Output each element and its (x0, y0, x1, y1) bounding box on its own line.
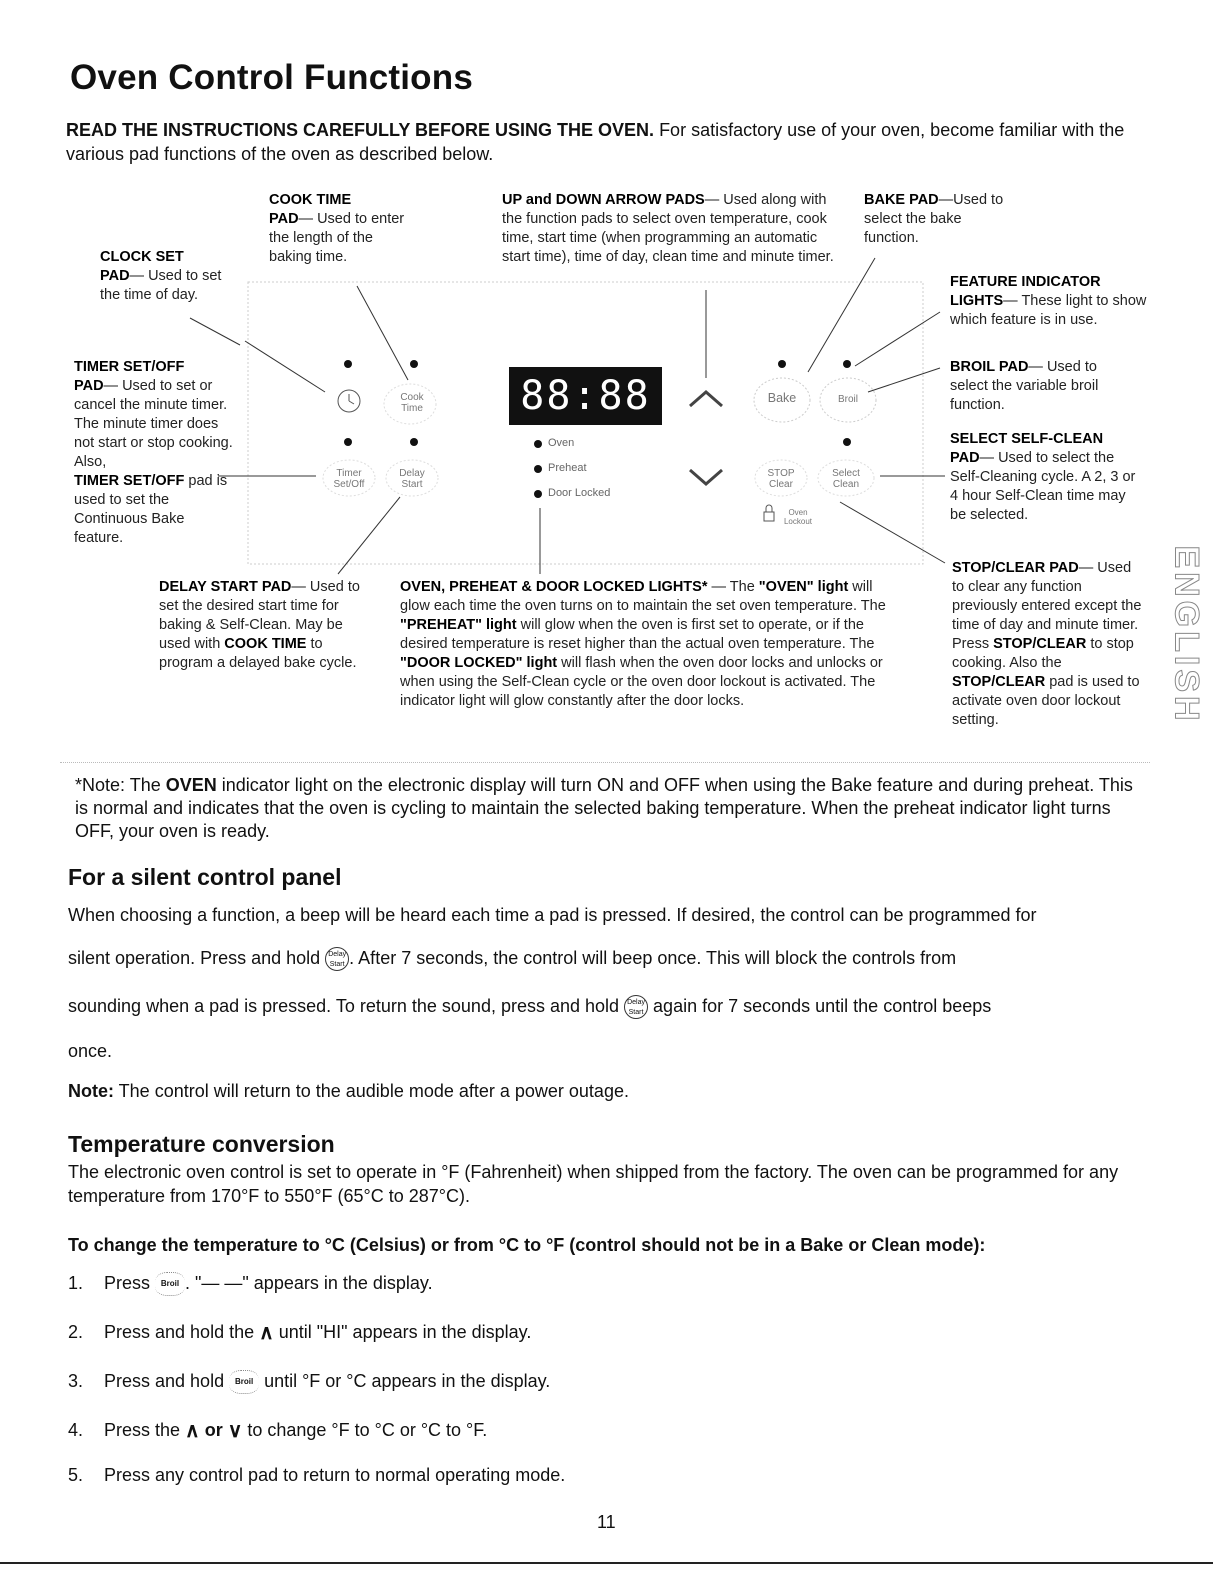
indicator-dot (410, 438, 418, 446)
preheat-light-dot (534, 465, 542, 473)
step-4: 4. Press the ∧ or ∨ to change °F to °C or °C to °F. (68, 1420, 488, 1443)
page-number: 11 (597, 1512, 616, 1532)
timer-set-off-pad[interactable]: Timer Set/Off (333, 468, 365, 490)
lock-icon (764, 512, 774, 521)
oven-light-label: Oven (548, 437, 575, 449)
broil-icon: Broil (155, 1272, 185, 1296)
down-arrow-icon: ∨ (227, 1420, 243, 1443)
door-locked-light-label: Door Locked (548, 487, 611, 499)
language-side-tab: ENGLISH (1167, 545, 1206, 725)
temperature-body: The electronic oven control is set to operate in °F (Fahrenheit) when shipped from the factory. The oven can be programmed for any temperature from 170°F to 550°F (65°C to 287°C). (68, 1162, 1119, 1206)
indicator-dot (410, 360, 418, 368)
door-locked-light-dot (534, 490, 542, 498)
divider (60, 762, 1150, 763)
clock-set-callout: CLOCK SET PAD— Used to set the time of day. (100, 249, 222, 303)
broil-pad-callout: BROIL PAD— Used to select the variable broil function. (950, 359, 1099, 413)
select-self-clean-callout: SELECT SELF-CLEAN PAD— Used to select the Self-Cleaning cycle. A 2, 3 or 4 hour Self-Clean time may be selected. (950, 431, 1136, 523)
step-1: 1. Press Broil . "— —" appears in the display. (68, 1271, 433, 1296)
indicator-dot (344, 360, 352, 368)
silent-line-3: sounding when a pad is pressed. To return the sound, press and hold Delay Start again for 7 seconds until the control beeps (68, 994, 1168, 1019)
broil-icon: Broil (229, 1370, 259, 1394)
silent-line-2: silent operation. Press and hold Delay Start . After 7 seconds, the control will beep once. This will block the controls from (68, 946, 1168, 971)
bake-pad[interactable]: Bake (767, 391, 797, 405)
up-arrow-icon: ∧ (185, 1420, 200, 1443)
stop-clear-pad[interactable]: STOP Clear (767, 468, 795, 490)
indicator-dot (843, 360, 851, 368)
broil-pad[interactable]: Broil (837, 394, 858, 405)
timer-set-off-callout: TIMER SET/OFF PAD— Used to set or cancel the minute timer. The minute timer does not start or stop cooking. Also, TIMER SET/OFF pad is used to set the Continuous Bake feature. (74, 359, 233, 546)
oven-preheat-door-lights-callout: OVEN, PREHEAT & DOOR LOCKED LIGHTS* — The "OVEN" light will glow each time the oven turns on to maintain the set oven temperature. The "PREHEAT" light will glow when the oven is first set to operate, or if the desired temperature is reset higher than the actual oven temperature. The "DOOR LOCKED" light will flash when the oven door locks and unlocks or when using the Self-Clean cycle or the oven door lockout is activated. The indicator light will glow constantly after the door locks. (400, 579, 886, 709)
silent-line-4: once. (68, 1041, 113, 1061)
temperature-heading: Temperature conversion (68, 1131, 335, 1157)
lcd-display: 88:88 (509, 367, 662, 425)
select-clean-pad[interactable]: Select Clean (832, 468, 860, 490)
cook-time-pad[interactable]: Cook Time (400, 392, 424, 414)
bottom-rule (0, 1562, 1213, 1564)
delay-start-icon: Delay Start (325, 947, 349, 971)
stop-clear-callout: STOP/CLEAR PAD— Used to clear any function previously entered except the time of day and minute timer. Press STOP/CLEAR to stop cooking. Also the STOP/CLEAR pad is used to activate oven door lockout setting. (952, 560, 1142, 728)
preheat-light-label: Preheat (548, 462, 587, 474)
intro-bold: READ THE INSTRUCTIONS CAREFULLY BEFORE USING THE OVEN. (66, 120, 655, 140)
step-5: 5. Press any control pad to return to normal operating mode. (68, 1465, 566, 1485)
intro-text: For satisfactory use of your oven, become familiar with the various pad functions of the oven as described below. (66, 120, 1125, 164)
step-2: 2. Press and hold the ∧ until "HI" appears in the display. (68, 1322, 532, 1345)
delay-start-icon: Delay Start (624, 995, 648, 1019)
indicator-dot (778, 360, 786, 368)
silent-line-1: When choosing a function, a beep will be heard each time a pad is pressed. If desired, the control can be programmed for (68, 905, 1037, 925)
page-title: Oven Control Functions (70, 58, 474, 97)
power-outage-note: Note: The control will return to the audible mode after a power outage. (68, 1081, 629, 1101)
oven-lockout-label: Oven Lockout (783, 508, 813, 526)
step-3: 3. Press and hold Broil until °F or °C appears in the display. (68, 1369, 550, 1394)
arrow-pads-callout: UP and DOWN ARROW PADS— Used along with the function pads to select oven temperature, cook time, start time (when programming an automatic start time), time of day, clean time and minute timer. (502, 192, 834, 265)
delay-start-pad[interactable]: Delay Start (399, 468, 425, 490)
delay-start-callout: DELAY START PAD— Used to set the desired start time for baking & Self-Clean. May be used with COOK TIME to program a delayed bake cycle. (159, 579, 360, 671)
up-arrow-icon (690, 392, 722, 406)
indicator-dot (843, 438, 851, 446)
up-arrow-icon: ∧ (259, 1322, 274, 1345)
down-arrow-icon (690, 470, 722, 484)
bake-pad-callout: BAKE PAD—Used to select the bake function. (864, 192, 1004, 246)
oven-indicator-note: *Note: The OVEN indicator light on the electronic display will turn ON and OFF when using the Bake feature and during preheat. This is normal and indicates that the oven is cycling to maintain the selected baking temperature. When the preheat indicator light turns OFF, your oven is ready. (75, 775, 1133, 841)
cook-time-callout: COOK TIME PAD— Used to enter the length of the baking time. (269, 192, 405, 265)
oven-light-dot (534, 440, 542, 448)
silent-panel-heading: For a silent control panel (68, 864, 342, 890)
indicator-dot (344, 438, 352, 446)
feature-indicator-callout: FEATURE INDICATOR LIGHTS— These light to show which feature is in use. (950, 274, 1147, 328)
temperature-subheading: To change the temperature to °C (Celsius) or from °C to °F (control should not be in a Bake or Clean mode): (68, 1235, 986, 1255)
